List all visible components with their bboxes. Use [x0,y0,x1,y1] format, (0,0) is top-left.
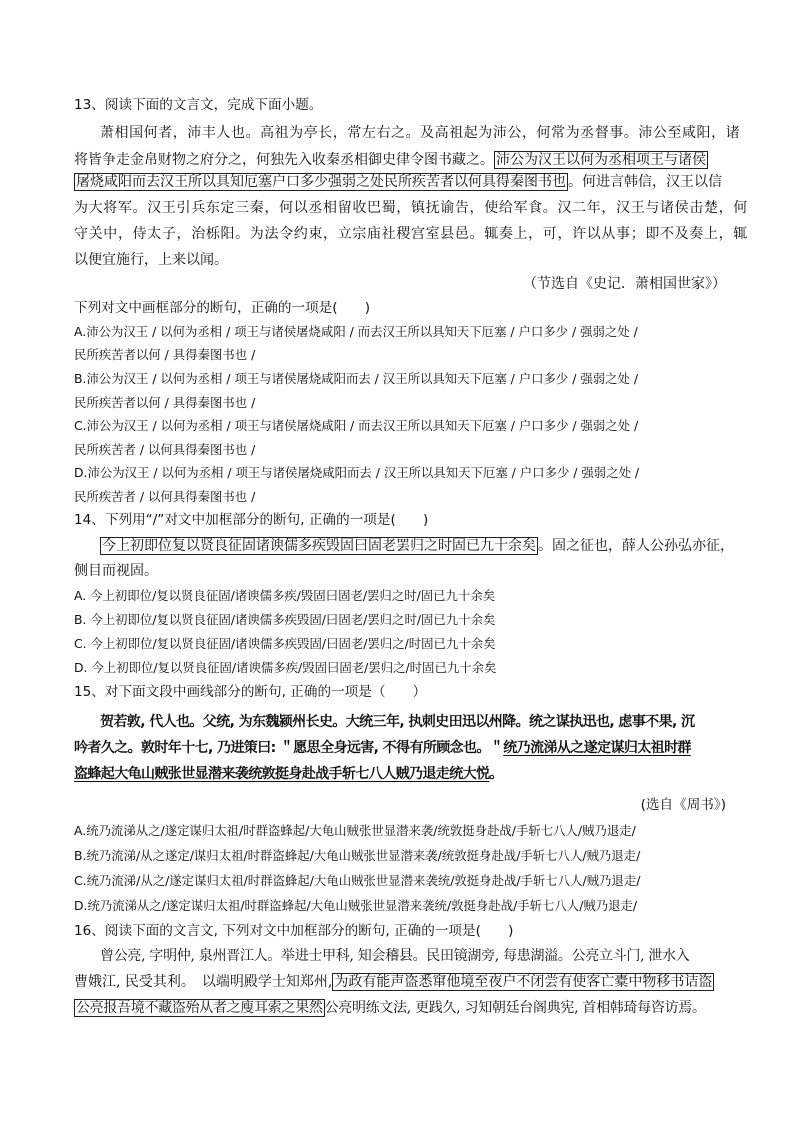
q16-framed-text-2: 公亮报吾境不藏盗殆从者之廋耳索之果然 [76,1000,323,1016]
q13-passage-line: 守关中，侍太子，治栎阳。为法令约束，立宗庙社稷宫室县邑。辄奏上，可，许以从事；即不及奏上，辄 [74,226,748,242]
q15-option-d[interactable]: D.统乃流涕从之/遂定谋归太祖/时群盗蜂起/大龟山贼张世显潜来袭统/敦挺身赴战/手斩七八人/贼乃退走/ [74,898,638,913]
q13-option-c[interactable]: C.沛公为汉王 / 以何为丞相 / 项王与诸侯屠烧咸阳 / 而去汉王所以具知天下厄塞 / 户口多少 / 强弱之处 / [74,418,639,433]
q15-passage-line [74,738,691,758]
q15-passage-line [74,764,503,784]
q13-option-b[interactable]: B.沛公为汉王 / 以何为丞相 / 项王与诸侯屠烧咸阳而去 / 汉王所以具知天下厄塞 / 户口多少 / 强弱之处 / [74,371,639,386]
q15-option-c[interactable]: C.统乃流涕/从之/遂定谋归太祖/时群盗蜂起/大龟山贼张世显潜来袭统/敦挺身赴战/手斩七八人/贼乃退走/ [74,873,641,888]
q15-heading: 15、对下面文段中画线部分的断句, 正确的一项是（ ） [74,684,427,700]
q13-framed-text-1: 沛公为汉王以何为丞相项王与诸侯 [496,152,706,168]
q14-passage-text: 。固之征也，薛人公孙弘亦征， [538,538,734,554]
q13-option-d[interactable]: D.沛公为汉王 / 以何为丞相 / 项王与诸侯屠烧咸阳而去 / 汉王所以具知天下厄塞 / 户口多少 / 强弱之处 / [74,465,640,480]
q15-passage-text: 吟者久之。敦时年十七, 乃进策曰: ＂愿思全身远害, 不得有所顾念也。＂ [74,740,504,756]
q14-option-b[interactable]: B. 今上初即位/复以贤良征固/诸谀儒多疾毁固/曰固老/罢归之时/固已九十余矣 [74,612,496,627]
q15-option-b[interactable]: B.统乃流涕/从之遂定/谋归太祖/时群盗蜂起/大龟山贼张世显潜来袭/统敦挺身赴战/手斩七八人/贼乃退走/ [74,848,641,863]
q16-passage-line [74,972,714,992]
q16-passage-line: 曾公亮, 字明仲, 泉州晋江人。举进士甲科, 知会稽县。民田镜湖旁, 每患湖溢。公亮立斗门, 泄水入 [100,948,690,964]
q13-passage-line: 以便宜施行，上来以闻。 [74,252,228,268]
q13-source: （节选自《史记．萧相国世家》） [523,276,726,292]
q13-option-b-cont: 民所疾苦者以何 / 具得秦图书也 / [74,395,256,410]
q15-option-a[interactable]: A.统乃流涕从之/遂定谋归太祖/时群盗蜂起/大龟山贼张世显潜来袭/统敦挺身赴战/手斩七八人/贼乃退走/ [74,823,636,838]
q13-option-a[interactable]: A.沛公为汉王 / 以何为丞相 / 项王与诸侯屠烧咸阳 / 而去汉王所以具知天下厄塞 / 户口多少 / 强弱之处 / [74,324,638,339]
q14-option-d[interactable]: D. 今上初即位/复以贤良征固/诸谀儒多疾/毁固曰固老/罢归之/时固已九十余矣 [74,660,497,675]
q15-underlined-text-1: 统乃流涕从之遂定谋归太祖时群 [503,740,691,756]
q13-heading: 13、阅读下面的文言文，完成下面小题。 [74,97,323,113]
q13-passage-line [74,150,708,170]
q16-passage-text: 曹娥江, 民受其利。 以端明殿学士知郑州, [74,974,333,990]
q13-passage-line: 为大将军。汉王引兵东定三秦，何以丞相留收巴蜀，镇抚谕告，使给军食。汉二年，汉王与诸侯击楚，何 [74,200,748,216]
q13-passage-line: 萧相国何者，沛丰人也。高祖为亭长，常左右之。及高祖起为沛公，何常为丞督事。沛公至咸阳，诸 [100,125,741,141]
q14-option-c[interactable]: C. 今上初即位/复以贤良征固/诸谀儒多疾毁固/曰固老/罢归之/时固已九十余矣 [74,636,496,651]
q14-option-a[interactable]: A. 今上初即位/复以贤良征固/诸谀儒多疾/毁固曰固老/罢归之时/固已九十余矣 [74,588,496,603]
q15-passage-line: 贺若敦, 代人也。父统, 为东魏颍州长史。大统三年, 执刺史田迅以州降。统之谋执迅也, 虑事不果, 沉 [100,714,695,730]
q14-heading: 14、下列用“/”对文中加框部分的断句, 正确的一项是( ) [74,512,429,528]
q13-option-d-cont: 民所疾苦者 / 以何具得秦图书也 / [74,489,256,504]
q13-option-a-cont: 民所疾苦者以何 / 具得秦图书也 / [74,347,256,362]
q16-passage-line [74,998,706,1018]
q16-framed-text-1: 为政有能声盗悉窜他境至夜户不闭尝有使客亡橐中物移书诘盗 [334,974,713,990]
q16-passage-text: 公亮明练文法, 更践久, 习知朝廷台阁典宪, 首相韩琦每咨访焉。 [324,1000,706,1016]
q15-source: (选自《周书》) [640,797,726,813]
q13-passage-line [74,172,722,192]
q13-passage-text: 。何进言韩信，汉王以信 [568,174,722,190]
q14-passage-line [100,536,734,556]
q14-framed-text: 今上初即位复以贤良征固诸谀儒多疾毁固曰固老罢归之时固已九十余矣 [102,538,536,554]
q15-passage-text: 。 [489,766,503,782]
q13-question: 下列对文中画框部分的断句，正确的一项是( ) [74,300,371,316]
q13-framed-text-2: 屠烧咸阳而去汉王所以具知厄塞户口多少强弱之处民所疾苦者以何具得秦图书也 [76,174,566,190]
q14-passage-line: 侧目而视固。 [74,563,158,579]
q13-passage-text: 将皆争走金帛财物之府分之，何独先入收秦丞相御史律令图书藏之。 [74,152,494,168]
q15-underlined-text-2: 盗蜂起大龟山贼张世显潜来袭统敦挺身赴战手斩七八人贼乃退走统大悦 [74,766,490,782]
q13-option-c-cont: 民所疾苦者 / 以何具得秦图书也 / [74,442,256,457]
q16-heading: 16、阅读下面的文言文, 下列对文中加框部分的断句, 正确的一项是( ) [74,923,514,939]
